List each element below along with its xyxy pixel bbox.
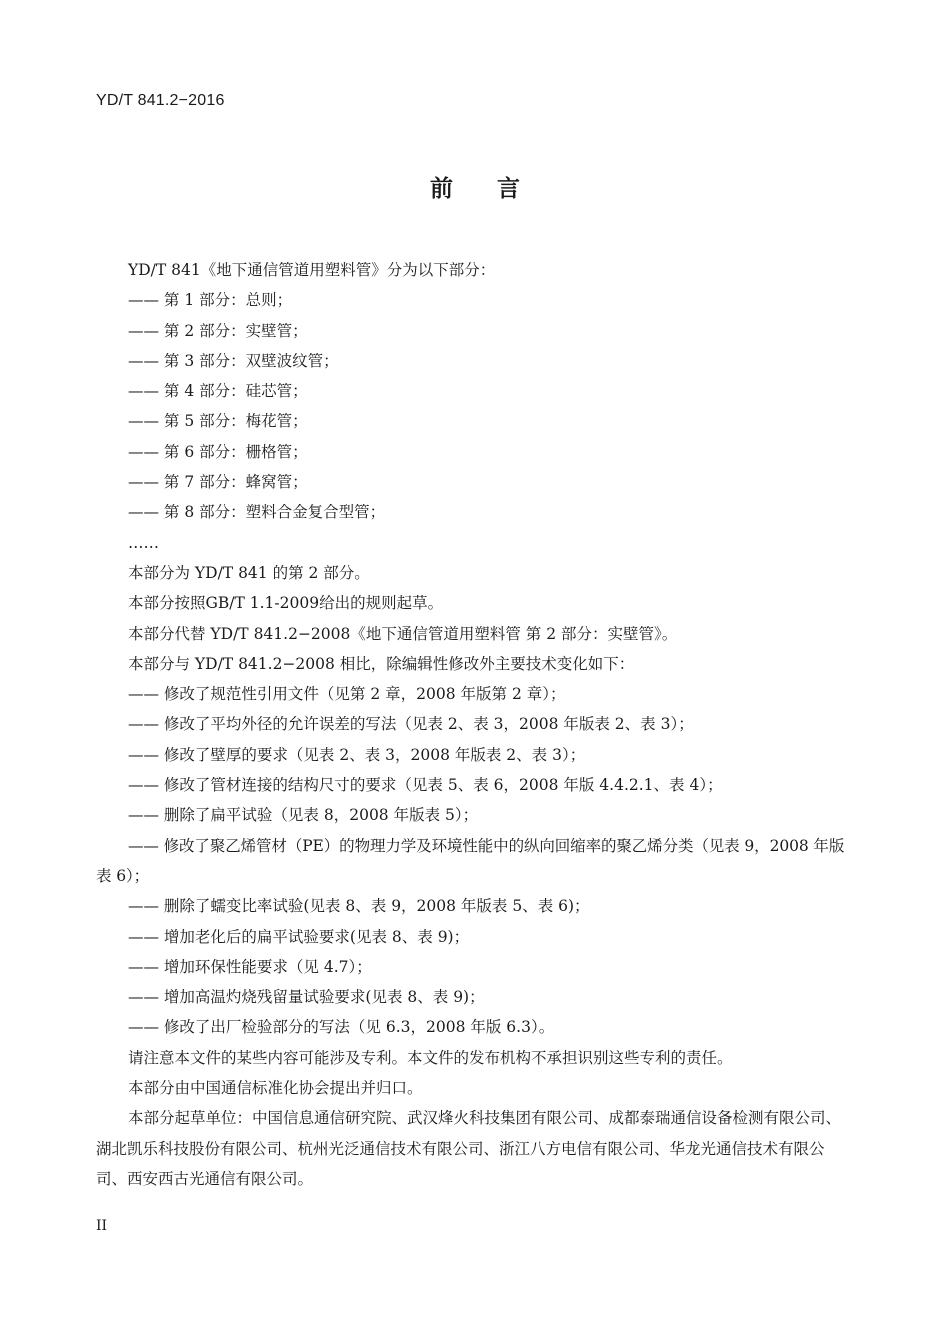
part-list-item: —— 第 4 部分：硅芯管； xyxy=(128,382,308,401)
change-list-item: —— 修改了平均外径的允许误差的写法（见表 2、表 3，2008 年版表 2、表 3）； xyxy=(128,715,694,734)
change-list-item: —— 增加高温灼烧残留量试验要求(见表 8、表 9)； xyxy=(128,988,485,1007)
change-list-item: —— 增加老化后的扁平试验要求(见表 8、表 9)； xyxy=(128,927,470,946)
part-list-item: —— 第 7 部分：蜂窝管； xyxy=(128,473,308,492)
patent-notice: 请注意本文件的某些内容可能涉及专利。本文件的发布机构不承担识别这些专利的责任。 xyxy=(128,1048,733,1067)
part-list-item: —— 第 3 部分：双壁波纹管； xyxy=(128,351,339,370)
body-paragraph: 本部分由中国通信标准化协会提出并归口。 xyxy=(128,1079,423,1098)
intro-paragraph: YD/T 841《地下通信管道用塑料管》分为以下部分： xyxy=(128,261,496,279)
body-paragraph: 本部分为 YD/T 841 的第 2 部分。 xyxy=(128,563,370,582)
change-list-item: —— 修改了聚乙烯管材（PE）的物理力学及环境性能中的纵向回缩率的聚乙烯分类（见表 9，2008 年版表 6）； xyxy=(96,836,845,885)
foreword-body xyxy=(96,255,854,1194)
part-list-item: —— 第 8 部分：塑料合金复合型管； xyxy=(128,503,386,522)
change-list-item: —— 增加环保性能要求（见 4.7）； xyxy=(128,957,372,976)
body-paragraph: 本部分与 YD/T 841.2−2008 相比，除编辑性修改外主要技术变化如下： xyxy=(128,654,635,673)
part-list-item: —— 第 6 部分：栅格管； xyxy=(128,442,308,461)
change-list-item: —— 修改了规范性引用文件（见第 2 章，2008 年版第 2 章）； xyxy=(128,685,566,704)
change-list-item: —— 修改了壁厚的要求（见表 2、表 3，2008 年版表 2、表 3）； xyxy=(128,745,586,764)
page-number: II xyxy=(96,1218,108,1234)
part-list-item: —— 第 2 部分：实壁管； xyxy=(128,321,308,340)
body-paragraph: 本部分按照GB/T 1.1-2009给出的规则起草。 xyxy=(128,594,444,613)
part-list-item: —— 第 5 部分：梅花管； xyxy=(128,412,308,431)
change-list-item: —— 删除了蠕变比率试验(见表 8、表 9，2008 年版表 5、表 6)； xyxy=(128,897,590,916)
standard-code-header: YD/T 841.2−2016 xyxy=(96,92,225,109)
change-list-item: —— 删除了扁平试验（见表 8，2008 年版表 5）； xyxy=(128,806,479,825)
drafting-units-paragraph: 本部分起草单位：中国信息通信研究院、武汉烽火科技集团有限公司、成都泰瑞通信设备检测有限公司、湖北凯乐科技股份有限公司、杭州光泛通信技术有限公司、浙江八方电信有限公司、华龙光通信技术有限公司、西安西古光通信有限公司。 xyxy=(96,1109,842,1188)
body-paragraph: 本部分代替 YD/T 841.2−2008《地下通信管道用塑料管 第 2 部分：实壁管》。 xyxy=(128,624,678,643)
change-list-item: —— 修改了管材连接的结构尺寸的要求（见表 5、表 6，2008 年版 4.4.2.1、表 4）； xyxy=(128,776,723,795)
page-title: 前言 xyxy=(430,176,564,202)
change-list-item: —— 修改了出厂检验部分的写法（见 6.3，2008 年版 6.3）。 xyxy=(128,1018,555,1037)
part-list-item: —— 第 1 部分：总则； xyxy=(128,291,293,310)
ellipsis: …… xyxy=(128,533,159,552)
